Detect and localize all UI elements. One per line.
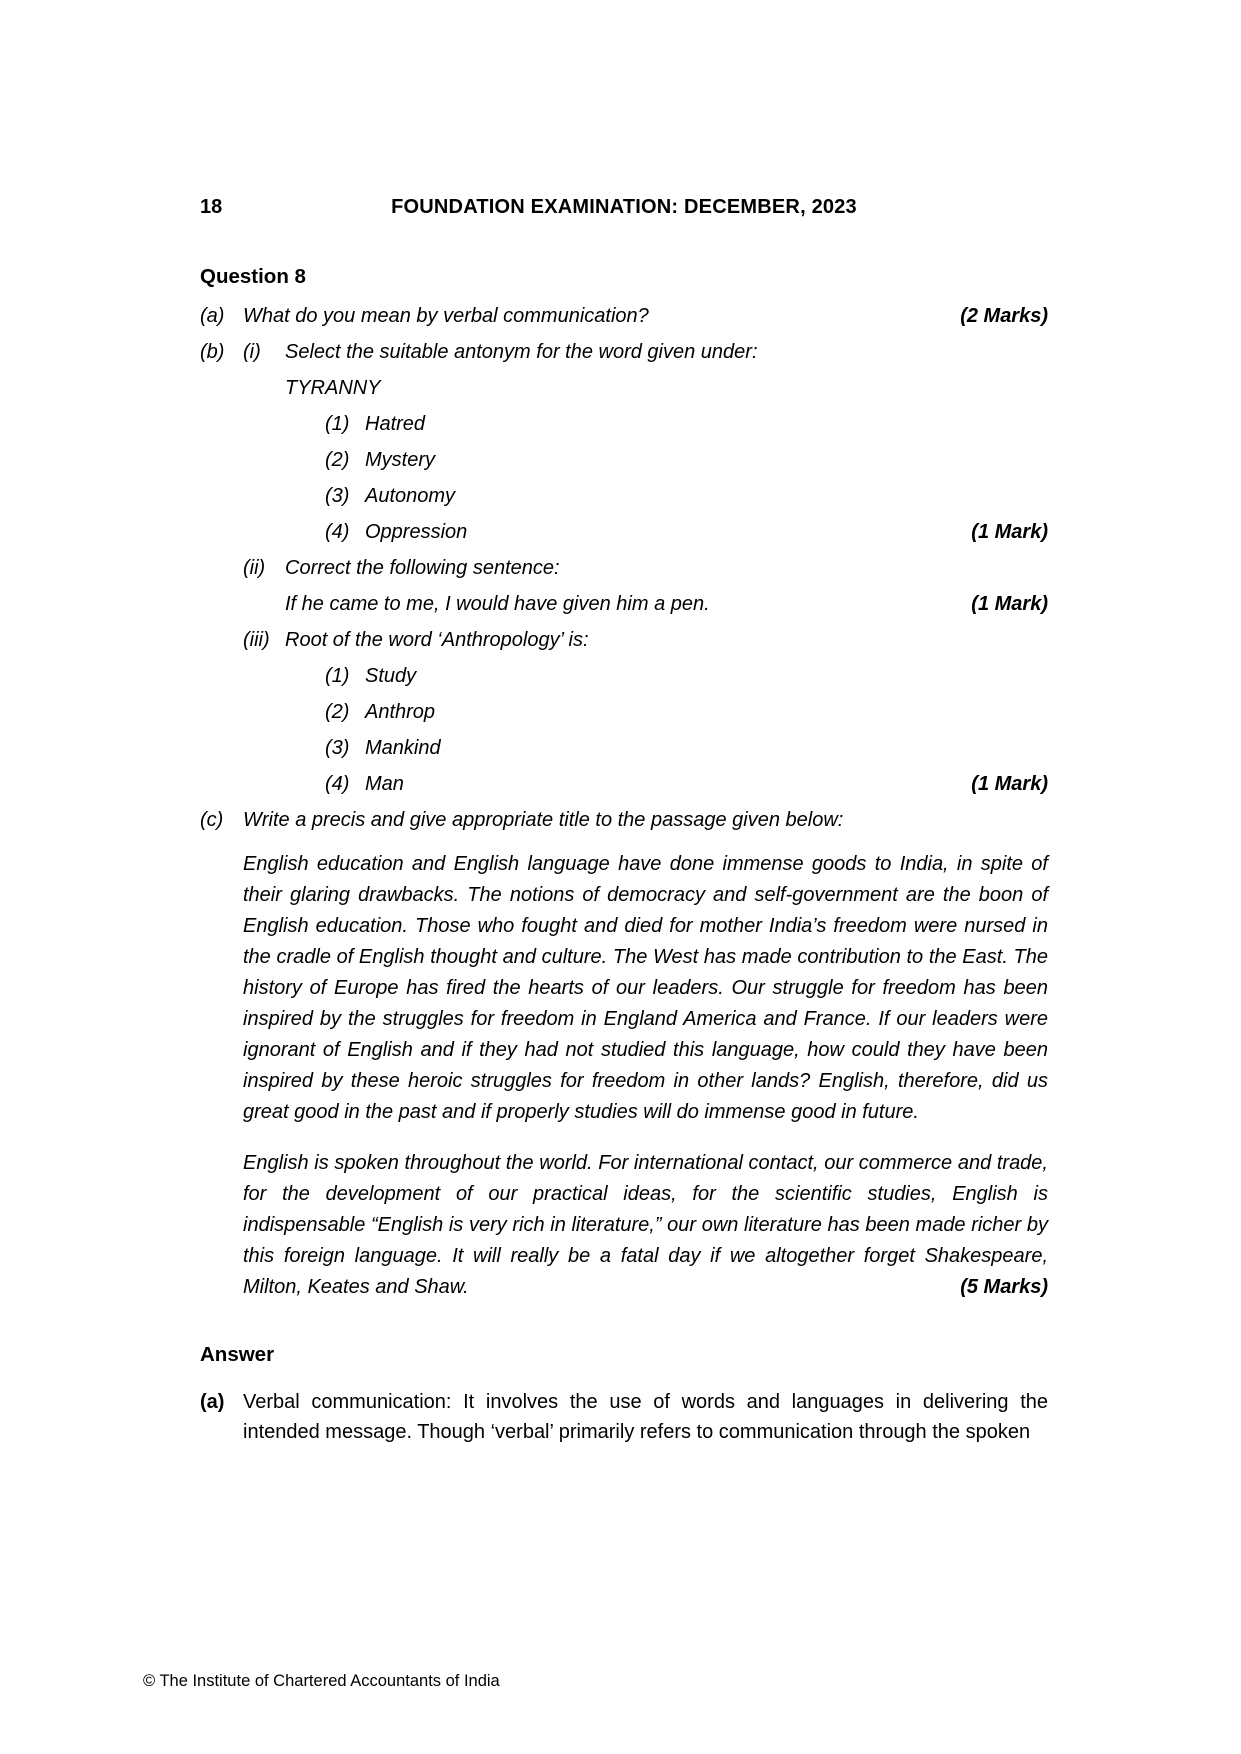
- question-b-i-text: Select the suitable antonym for the word given under:: [285, 341, 758, 363]
- sentence-row: [285, 593, 1048, 616]
- question-a-row: [200, 305, 1048, 328]
- option-number: (3): [325, 485, 350, 507]
- question-b-ii-row: [243, 557, 1048, 580]
- option-text: Oppression: [365, 521, 468, 543]
- answer-heading: Answer: [200, 1343, 275, 1366]
- question-c-text: Write a precis and give appropriate title to the passage given below:: [243, 809, 844, 831]
- question-c-marks: (5 Marks): [946, 1272, 1048, 1303]
- page-number: 18: [200, 196, 223, 218]
- copyright-footer: © The Institute of Chartered Accountants of India: [143, 1672, 500, 1690]
- question-b-iii-label: (iii): [243, 629, 270, 651]
- running-header: [200, 196, 1048, 219]
- question-c-label: (c): [200, 809, 224, 831]
- option-text: Study: [365, 665, 417, 687]
- option-text: Mankind: [365, 737, 441, 759]
- question-b-ii-label: (ii): [243, 557, 266, 579]
- antonym-word: TYRANNY: [285, 377, 381, 399]
- precis-passage-paragraph-2: [243, 1148, 1048, 1303]
- option-number: (1): [325, 413, 350, 435]
- option-number: (2): [325, 449, 350, 471]
- page-content: [200, 196, 1048, 1447]
- option-text: Autonomy: [365, 485, 456, 507]
- option-number: (1): [325, 665, 350, 687]
- option-row: [325, 485, 1048, 508]
- option-number: (2): [325, 701, 350, 723]
- option-row: [325, 737, 1048, 760]
- question-c-row: [200, 809, 1048, 832]
- question-b-i-marks: (1 Mark): [971, 521, 1048, 543]
- question-b-label: (b): [200, 341, 225, 363]
- question-a-marks: (2 Marks): [960, 305, 1048, 327]
- option-text: Hatred: [365, 413, 426, 435]
- option-text: Man: [365, 773, 404, 795]
- option-row: [325, 521, 1048, 544]
- question-b-ii-text: Correct the following sentence:: [285, 557, 560, 579]
- question-a-text: What do you mean by verbal communication?: [243, 305, 649, 327]
- question-b-iii-marks: (1 Mark): [971, 773, 1048, 795]
- sentence-to-correct: If he came to me, I would have given him a pen.: [285, 593, 710, 615]
- question-heading: Question 8: [200, 265, 306, 288]
- answer-a-row: [200, 1387, 1048, 1447]
- option-row: [325, 413, 1048, 436]
- option-row: [325, 665, 1048, 688]
- precis-passage-paragraph-1: English education and English language have done immense goods to India, in spite of their glaring drawbacks. The notions of democracy and self-government are the boon of English education. Those who fought and died for mother India’s freedom were nursed in the cradle of English thought and culture. The West has made contribution to the East. The history of Europe has fired the hearts of our leaders. Our struggle for freedom has been inspired by the struggles for freedom in England America and France. If our leaders were ignorant of English and if they had not studied this language, how could they have been inspired by these heroic struggles for freedom in other lands? English, therefore, did us great good in the past and if properly studies will do immense good in future.: [243, 853, 1048, 1123]
- question-b-ii-marks: (1 Mark): [971, 593, 1048, 615]
- answer-a-text: Verbal communication: It involves the use of words and languages in delivering the intended message. Though ‘verbal’ primarily refers to communication through the spoken: [243, 1391, 1048, 1443]
- exam-title: FOUNDATION EXAMINATION: DECEMBER, 2023: [391, 196, 857, 218]
- option-row: [325, 773, 1048, 796]
- option-text: Anthrop: [365, 701, 436, 723]
- option-number: (4): [325, 521, 350, 543]
- question-b-i-label: (i): [243, 341, 261, 363]
- option-row: [325, 701, 1048, 724]
- option-row: [325, 449, 1048, 472]
- option-text: Mystery: [365, 449, 435, 471]
- question-b-iii-text: Root of the word ‘Anthropology’ is:: [285, 629, 589, 651]
- question-a-label: (a): [200, 305, 225, 327]
- option-number: (4): [325, 773, 350, 795]
- antonym-word-row: [285, 377, 1048, 400]
- question-b-iii-row: [243, 629, 1048, 652]
- precis-passage-paragraph-2-text: English is spoken throughout the world. For international contact, our commerce and trade, for the development of our practical ideas, for the scientific studies, English is indispensable “English is very rich in literature,” our own literature has been made richer by this foreign language. It will really be a fatal day if we altogether forget Shakespeare, Milton, Keates and Shaw.: [243, 1152, 1048, 1298]
- option-number: (3): [325, 737, 350, 759]
- question-b-i-row: [200, 341, 1048, 364]
- answer-a-label: (a): [200, 1391, 225, 1413]
